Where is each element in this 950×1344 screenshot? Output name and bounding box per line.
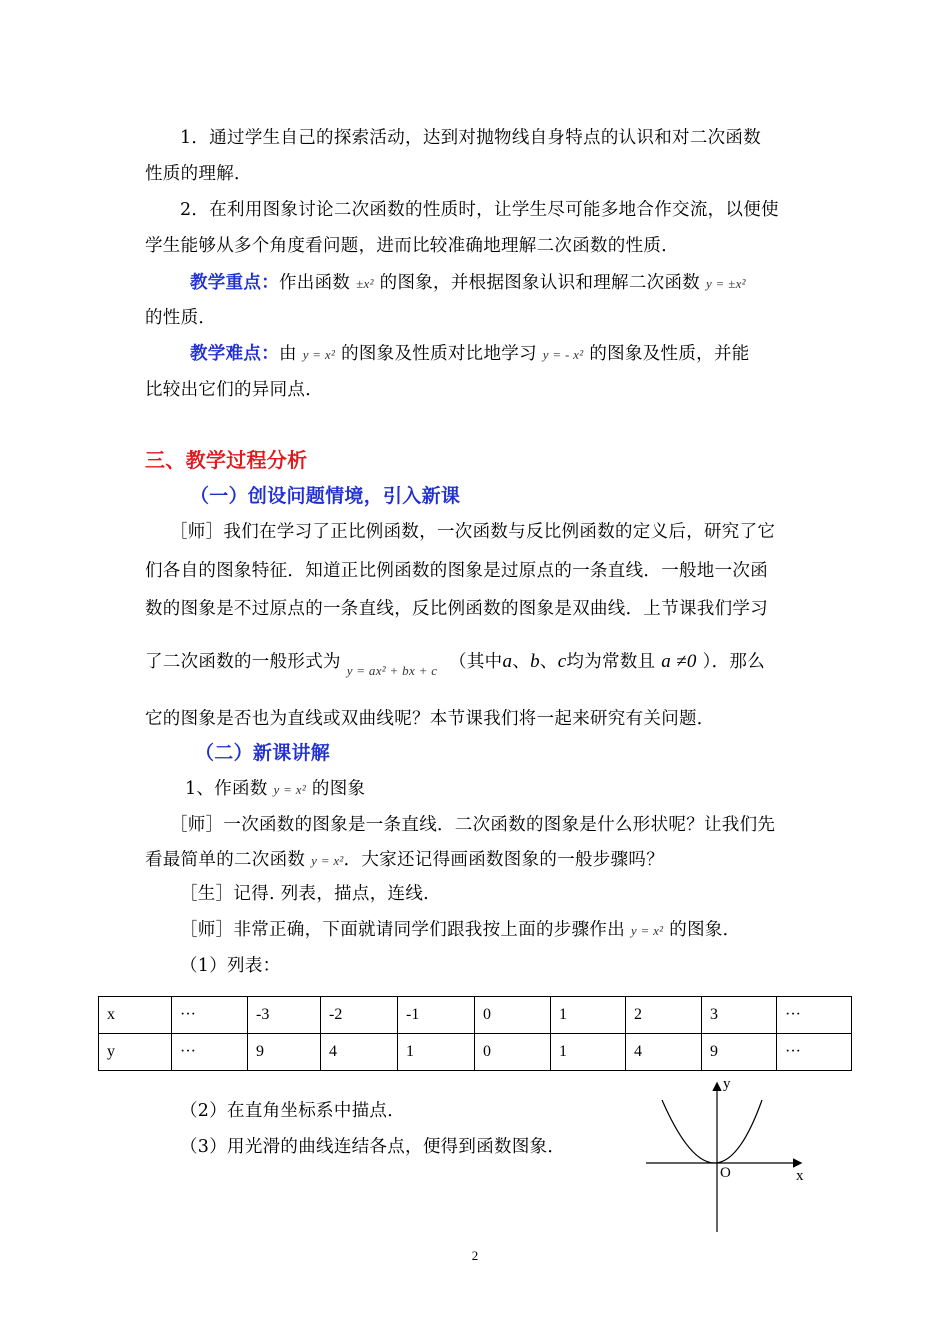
table-cell: ··· <box>777 1034 852 1071</box>
table-cell: 1 <box>551 1034 626 1071</box>
table-cell: 0 <box>475 1034 551 1071</box>
part-1-paragraph-line-3: 数的图象是不过原点的一条直线，反比例函数的图象是双曲线．上节课我们学习 <box>145 599 768 619</box>
constants-text: 均为常数且 <box>566 652 656 672</box>
table-cell: ··· <box>172 997 248 1034</box>
table-cell: -2 <box>321 997 398 1034</box>
table-cell: -1 <box>398 997 475 1034</box>
part-1-paragraph-line-2: 们各自的图象特征．知道正比例函数的图象是过原点的一条直线．一般地一次函 <box>145 561 768 581</box>
key-point-line-1 <box>190 271 746 296</box>
part-1-heading: （一）创设问题情境，引入新课 <box>190 485 461 507</box>
teacher-line-3-math: y = x² <box>630 923 664 938</box>
teacher-line-3-text-b: 的图象． <box>669 920 741 940</box>
teacher-line-2-text-b: ．大家还记得画函数图象的一般步骤吗？ <box>343 850 664 870</box>
key-point-text-a: 作出函数 <box>279 273 351 293</box>
table-cell: 9 <box>702 1034 777 1071</box>
parabola-curve <box>662 1100 762 1163</box>
difficulty-text-b: 的图象及性质对比地学习 <box>341 344 537 364</box>
parabola-graph <box>640 1072 810 1237</box>
variable-a: a <box>502 651 513 672</box>
table-row <box>99 997 852 1034</box>
goal-item-2-line-1: 2．在利用图象讨论二次函数的性质时，让学生尽可能多地合作交流，以便使 <box>180 200 779 220</box>
table-cell: 1 <box>398 1034 475 1071</box>
table-cell: x <box>99 997 172 1034</box>
step-connect-curve: （3）用光滑的曲线连结各点，便得到函数图象． <box>180 1137 566 1157</box>
goal-item-2-line-2: 学生能够从多个角度看问题，进而比较准确地理解二次函数的性质． <box>145 236 679 256</box>
table-cell: -3 <box>248 997 321 1034</box>
part-1-paragraph-line-1: ［师］我们在学习了正比例函数，一次函数与反比例函数的定义后，研究了它 <box>170 522 776 542</box>
difficulty-text-a: 由 <box>279 344 297 364</box>
constants-text-open: （其中 <box>449 652 503 672</box>
key-point-label: 教学重点： <box>190 273 279 293</box>
table-cell: 4 <box>321 1034 398 1071</box>
table-cell: 1 <box>551 997 626 1034</box>
table-cell: 2 <box>626 997 702 1034</box>
table-cell: ··· <box>777 997 852 1034</box>
difficulty-line-1 <box>190 342 750 367</box>
teacher-line-1: ［师］一次函数的图象是一条直线．二次函数的图象是什么形状呢？让我们先 <box>170 815 776 835</box>
teacher-line-3-text-a: ［师］非常正确，下面就请同学们跟我按上面的步骤作出 <box>180 920 625 940</box>
step-heading-text-a: 1、作函数 <box>185 779 268 799</box>
step-list-table: （1）列表： <box>180 956 281 976</box>
table-cell: y <box>99 1034 172 1071</box>
table-cell: ··· <box>172 1034 248 1071</box>
part-2-heading: （二）新课讲解 <box>195 742 331 764</box>
part-1-paragraph-line-4 <box>145 650 766 678</box>
step-heading-text-b: 的图象 <box>311 779 366 799</box>
key-point-line-2: 的性质． <box>145 308 217 328</box>
difficulty-text-c: 的图象及性质，并能 <box>589 344 750 364</box>
teacher-line-2-text-a: 看最简单的二次函数 <box>145 850 306 870</box>
table-cell: 0 <box>475 997 551 1034</box>
value-table <box>98 996 852 1071</box>
step-plot-points: （2）在直角坐标系中描点． <box>180 1101 406 1121</box>
difficulty-line-2: 比较出它们的异同点． <box>145 380 323 400</box>
key-point-math-b: y = ±x² <box>705 276 746 291</box>
nonzero-condition: a ≠0 <box>661 651 697 672</box>
table-cell: 4 <box>626 1034 702 1071</box>
table-row <box>99 1034 852 1071</box>
page-number: 2 <box>471 1248 479 1263</box>
section-3-title: 三、教学过程分析 <box>145 448 308 472</box>
variable-b: b <box>530 651 540 672</box>
student-reply: ［生］记得. 列表，描点，连线. <box>180 884 429 904</box>
table-cell: 3 <box>702 997 777 1034</box>
general-form-math: y = ax² + bx + c <box>346 663 438 678</box>
teacher-line-3 <box>180 918 740 943</box>
step-heading-math: y = x² <box>273 782 307 797</box>
general-form-text: 了二次函数的一般形式为 <box>145 652 341 672</box>
goal-item-1-line-2: 性质的理解． <box>145 164 252 184</box>
origin-label: O <box>720 1165 731 1181</box>
key-point-text-b: 的图象，并根据图象认识和理解二次函数 <box>379 273 701 293</box>
table-cell: 9 <box>248 1034 321 1071</box>
difficulty-math-b: y = - x² <box>542 347 584 362</box>
x-axis-label: x <box>796 1168 804 1184</box>
difficulty-label: 教学难点： <box>190 344 279 364</box>
teacher-line-2 <box>145 848 664 873</box>
variable-c: c <box>557 651 567 672</box>
teacher-line-2-math: y = x² <box>311 853 344 868</box>
separator-1: 、 <box>512 652 531 672</box>
y-axis-label: y <box>723 1076 731 1092</box>
step-heading-1 <box>185 777 365 802</box>
key-point-math-a: ±x² <box>356 276 374 291</box>
difficulty-math-a: y = x² <box>302 347 336 362</box>
part-1-paragraph-line-5: 它的图象是否也为直线或双曲线呢？本节课我们将一起来研究有关问题． <box>145 709 715 729</box>
separator-2: 、 <box>539 652 558 672</box>
goal-item-1-line-1: 1．通过学生自己的探索活动，达到对抛物线自身特点的认识和对二次函数 <box>180 128 762 148</box>
constants-text-close: ）．那么 <box>702 652 766 672</box>
